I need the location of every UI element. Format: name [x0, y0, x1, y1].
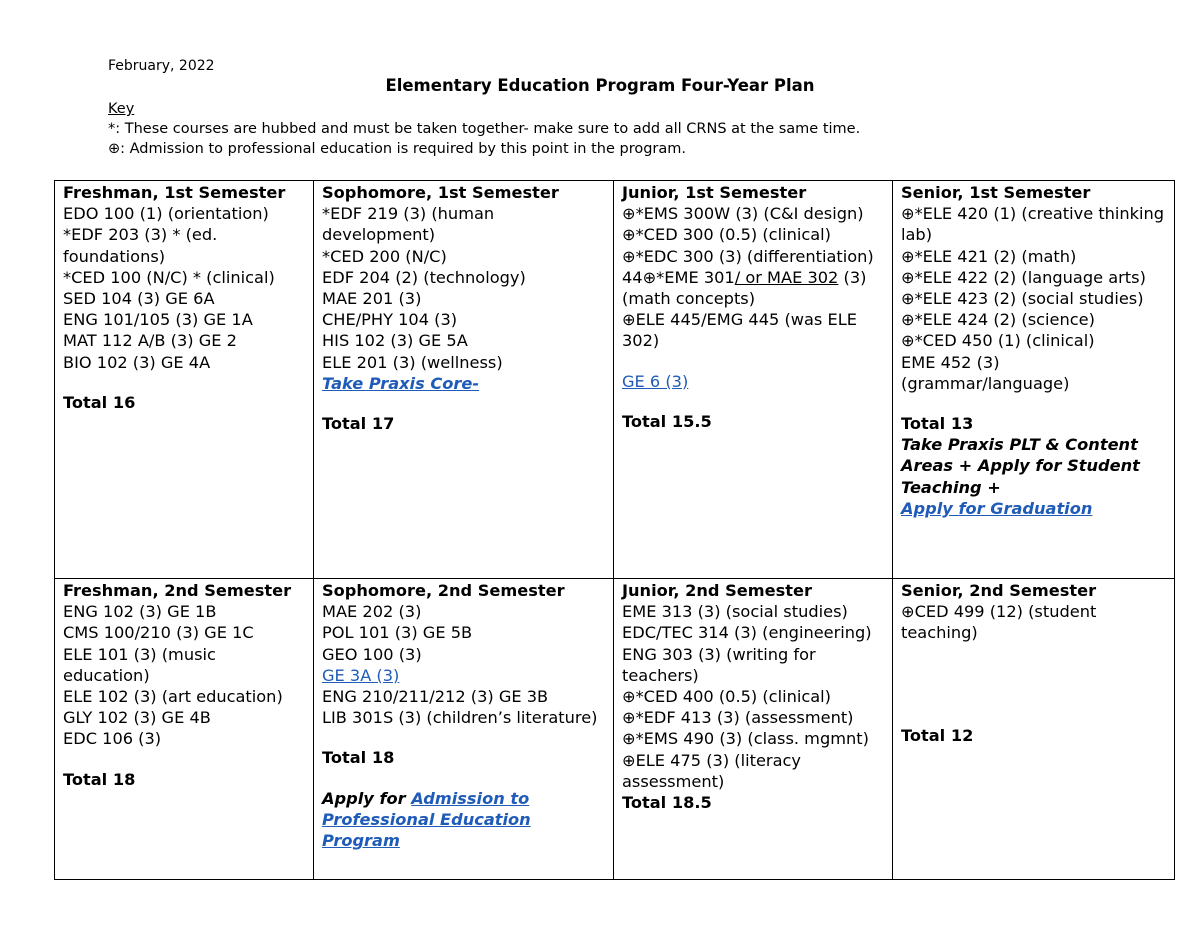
mae-alternative: / or MAE 302 — [734, 267, 839, 287]
course-item: ⊕CED 499 (12) (student teaching) — [901, 602, 1097, 643]
semester-header: Junior, 1st Semester — [622, 183, 807, 202]
course-item: ⊕*ELE 421 (2) (math) — [901, 246, 1077, 266]
key-heading: Key — [108, 101, 135, 117]
course-item: *EDF 219 (3) (human development) — [322, 204, 495, 245]
semester-total: Total 17 — [322, 414, 395, 434]
cell-freshman-2nd — [55, 579, 314, 880]
semester-total: Total 15.5 — [622, 411, 712, 431]
cell-junior-2nd — [614, 579, 893, 880]
course-item: MAE 202 (3) — [322, 602, 422, 622]
semester-header: Senior, 1st Semester — [901, 183, 1091, 202]
praxis-plt-note: Take Praxis PLT & Content Areas + Apply for Student Teaching + — [901, 435, 1140, 497]
course-item: ENG 102 (3) GE 1B — [63, 602, 217, 622]
course-item: ⊕*ELE 423 (2) (social studies) — [901, 289, 1144, 309]
course-item: LIB 301S (3) (children’s literature) — [322, 708, 598, 728]
cell-junior-1st — [614, 181, 893, 579]
cell-senior-1st — [893, 181, 1175, 579]
course-item: MAE 201 (3) — [322, 289, 422, 309]
second-semester-row — [55, 579, 1175, 880]
course-item: EDC/TEC 314 (3) (engineering) — [622, 623, 872, 643]
apply-admission-note — [322, 788, 606, 852]
course-item: MAT 112 A/B (3) GE 2 — [63, 331, 237, 351]
semester-total: Total 16 — [63, 392, 136, 412]
course-item: ⊕*EDF 413 (3) (assessment) — [622, 708, 854, 728]
course-item: ⊕*EMS 300W (3) (C&I design) — [622, 204, 864, 224]
course-item: GEO 100 (3) — [322, 644, 422, 664]
course-item: ⊕*CED 400 (0.5) (clinical) — [622, 687, 831, 707]
semester-header: Sophomore, 2nd Semester — [322, 581, 565, 600]
course-item: *CED 200 (N/C) — [322, 246, 447, 266]
course-item: ⊕*ELE 420 (1) (creative thinking lab) — [901, 204, 1165, 245]
eme-course-code: 44⊕*EME 301 — [622, 267, 735, 287]
course-item: EDO 100 (1) (orientation) — [63, 204, 269, 224]
first-semester-row — [55, 181, 1175, 579]
course-item: *CED 100 (N/C) * (clinical) — [63, 267, 275, 287]
course-item: EDF 204 (2) (technology) — [322, 267, 526, 287]
course-item: ENG 101/105 (3) GE 1A — [63, 310, 253, 330]
course-item: ENG 210/211/212 (3) GE 3B — [322, 687, 549, 707]
praxis-core-link[interactable]: Take Praxis Core- — [322, 373, 480, 393]
course-item: ELE 101 (3) (music education) — [63, 644, 216, 685]
course-item: ⊕*ELE 422 (2) (language arts) — [901, 267, 1146, 287]
course-item: ELE 201 (3) (wellness) — [322, 352, 503, 372]
course-item: CHE/PHY 104 (3) — [322, 310, 458, 330]
semester-total: Total 18 — [322, 748, 395, 768]
course-item: ⊕ELE 475 (3) (literacy assessment) — [622, 750, 801, 791]
course-item: EDC 106 (3) — [63, 729, 162, 749]
cell-freshman-1st — [55, 181, 314, 579]
apply-prefix: Apply for — [322, 788, 406, 808]
course-item: GLY 102 (3) GE 4B — [63, 708, 211, 728]
course-item: CMS 100/210 (3) GE 1C — [63, 623, 254, 643]
course-item: ELE 102 (3) (art education) — [63, 687, 283, 707]
course-item: EME 313 (3) (social studies) — [622, 602, 848, 622]
semester-header: Senior, 2nd Semester — [901, 581, 1097, 600]
key-circle-note: ⊕: Admission to professional education is required by this point in the program. — [108, 141, 687, 157]
course-item — [622, 267, 885, 309]
course-item: *EDF 203 (3) * (ed. foundations) — [63, 225, 218, 266]
semester-total: Total 18 — [63, 769, 136, 789]
legend-key — [108, 99, 860, 159]
course-item: ⊕*CED 300 (0.5) (clinical) — [622, 225, 831, 245]
apply-graduation-link[interactable]: Apply for Graduation — [901, 498, 1093, 518]
course-item: ⊕*EMS 490 (3) (class. mgmnt) — [622, 729, 869, 749]
semester-header: Freshman, 1st Semester — [63, 183, 286, 202]
ge3a-link[interactable]: GE 3A (3) — [322, 665, 400, 685]
admission-professional-education-link[interactable]: Admission to Professional Education Program — [322, 788, 531, 851]
semester-total: Total 18.5 — [622, 793, 712, 813]
semester-header: Sophomore, 1st Semester — [322, 183, 559, 202]
course-item: ⊕*ELE 424 (2) (science) — [901, 310, 1095, 330]
document-title: Elementary Education Program Four-Year Plan — [385, 76, 815, 95]
key-star-note: *: These courses are hubbed and must be taken together- make sure to add all CRNS at the same time. — [108, 121, 861, 137]
course-item: ⊕ELE 445/EMG 445 (was ELE 302) — [622, 310, 857, 351]
course-item: ENG 303 (3) (writing for teachers) — [622, 644, 816, 685]
cell-sophomore-1st — [314, 181, 614, 579]
document-date: February, 2022 — [108, 58, 215, 74]
course-item: SED 104 (3) GE 6A — [63, 289, 215, 309]
semester-total: Total 13 — [901, 414, 974, 434]
cell-senior-2nd — [893, 579, 1175, 880]
course-item: BIO 102 (3) GE 4A — [63, 352, 211, 372]
semester-header: Junior, 2nd Semester — [622, 581, 812, 600]
cell-sophomore-2nd — [314, 579, 614, 880]
ge6-link[interactable]: GE 6 (3) — [622, 371, 689, 391]
course-item: EME 452 (3) (grammar/language) — [901, 352, 1070, 393]
course-item: ⊕*EDC 300 (3) (differentiation) — [622, 246, 874, 266]
course-item: POL 101 (3) GE 5B — [322, 623, 473, 643]
four-year-plan-table — [54, 180, 1175, 880]
semester-header: Freshman, 2nd Semester — [63, 581, 292, 600]
course-item: HIS 102 (3) GE 5A — [322, 331, 468, 351]
eme-course-detail: (3) (math concepts) — [622, 267, 867, 309]
semester-total: Total 12 — [901, 725, 974, 745]
course-item: ⊕*CED 450 (1) (clinical) — [901, 331, 1095, 351]
